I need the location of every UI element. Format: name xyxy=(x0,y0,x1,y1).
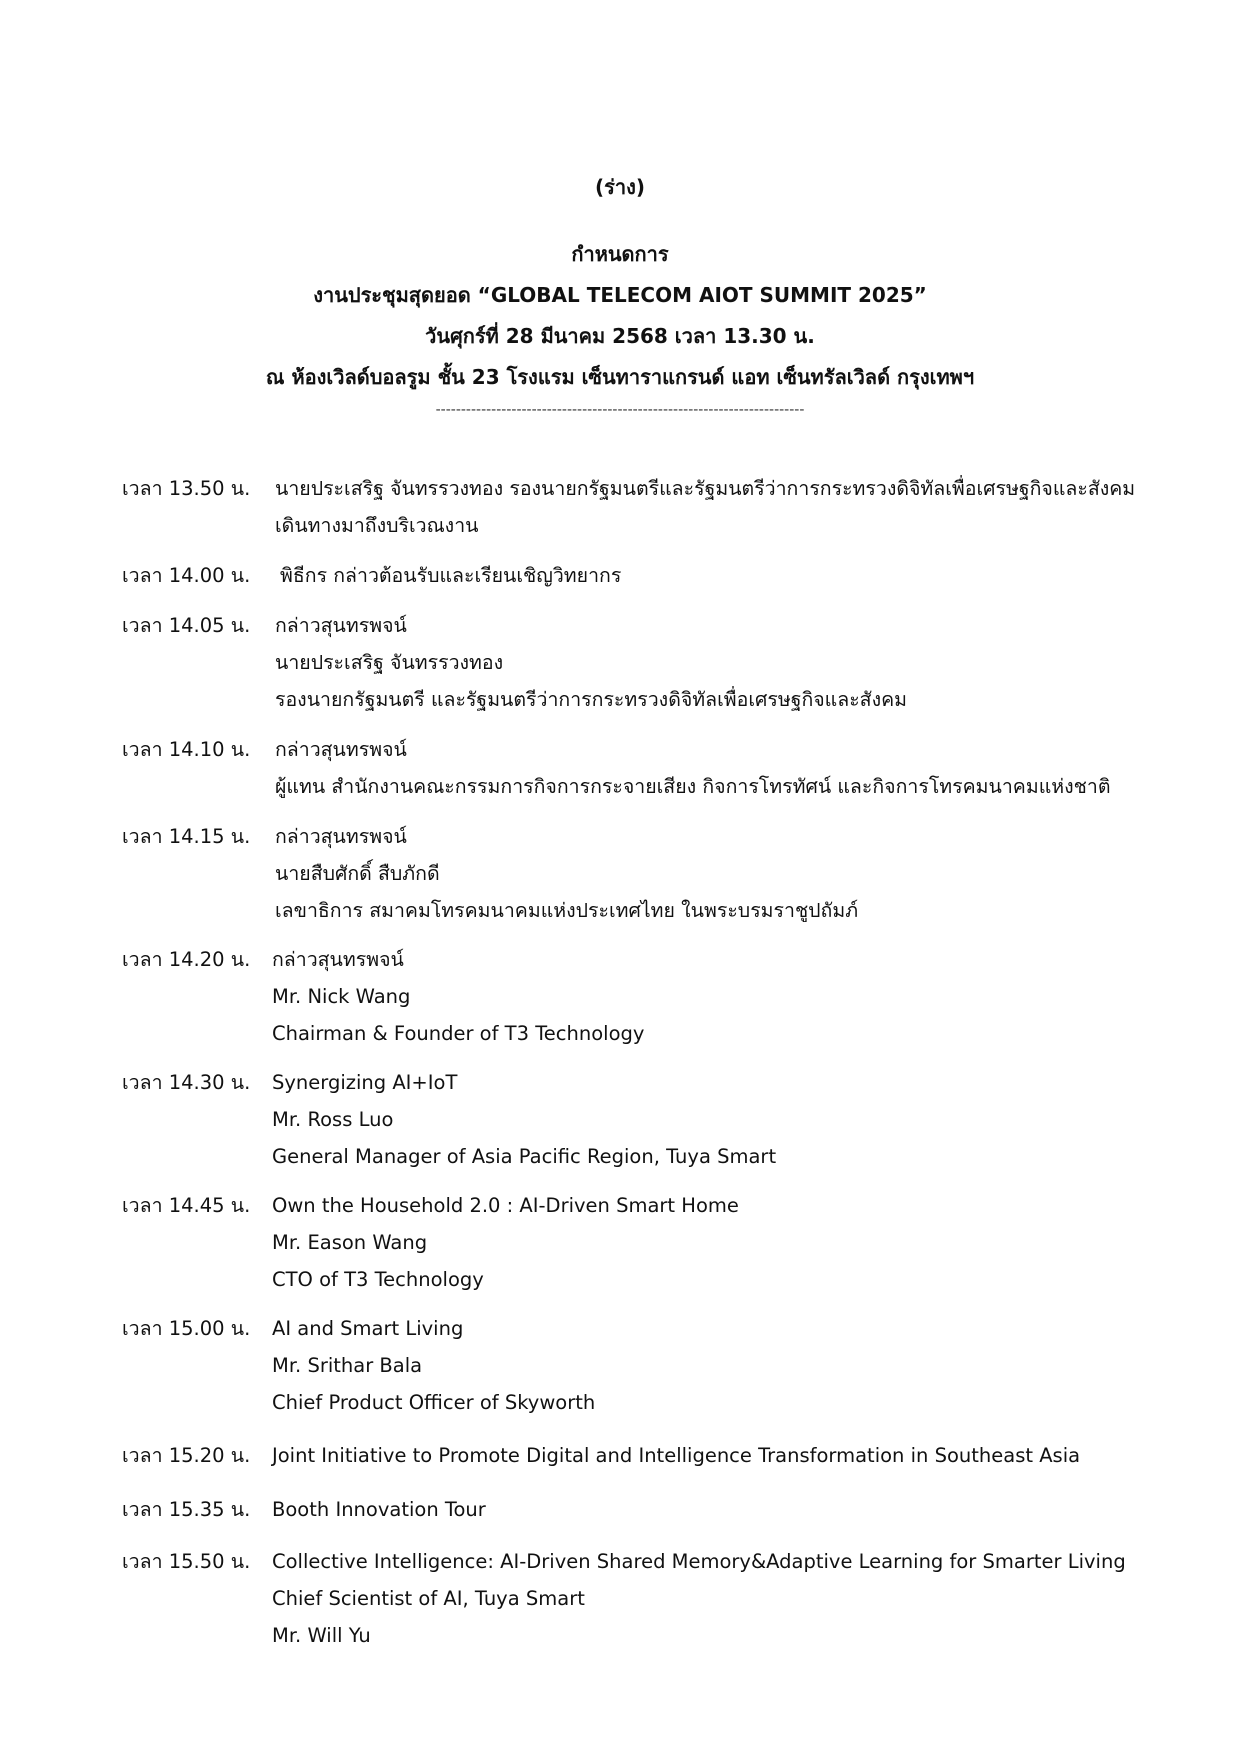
agenda-line: Mr. Srithar Bala xyxy=(272,1354,423,1377)
draft-label: (ร่าง) xyxy=(594,175,646,199)
agenda-time: เวลา 15.00 น. xyxy=(122,1317,251,1340)
agenda-line: Mr. Nick Wang xyxy=(272,985,411,1008)
agenda-line: นายประเสริฐ จันทรรวงทอง รองนายกรัฐมนตรีและรัฐมนตรีว่าการกระทรวงดิจิทัลเพื่อเศรษฐกิจและสังคม xyxy=(275,477,1136,500)
agenda-time: เวลา 14.45 น. xyxy=(122,1194,251,1217)
agenda-time: เวลา 14.20 น. xyxy=(122,948,251,971)
agenda-line: Chief Scientist of AI, Tuya Smart xyxy=(272,1587,585,1610)
agenda-item xyxy=(122,470,1136,544)
agenda-line: General Manager of Asia Pacific Region, Tuya Smart xyxy=(272,1145,777,1168)
agenda-line: เดินทางมาถึงบริเวณงาน xyxy=(275,514,479,537)
agenda-line: รองนายกรัฐมนตรี และรัฐมนตรีว่าการกระทรวงดิจิทัลเพื่อเศรษฐกิจและสังคม xyxy=(275,688,907,711)
agenda-time: เวลา 15.50 น. xyxy=(122,1550,251,1573)
agenda-line: นายสืบศักดิ์ สืบภักดี xyxy=(275,862,440,885)
agenda-item xyxy=(122,941,1132,1052)
agenda-line: Booth Innovation Tour xyxy=(272,1498,486,1521)
agenda-item xyxy=(122,1491,1132,1528)
agenda-line: พิธีกร กล่าวต้อนรับและเรียนเชิญวิทยากร xyxy=(280,564,622,587)
agenda-line: Synergizing AI+IoT xyxy=(272,1071,458,1094)
agenda-line: AI and Smart Living xyxy=(272,1317,464,1340)
agenda-line: เลขาธิการ สมาคมโทรคมนาคมแห่งประเทศไทย ในพระบรมราชูปถัมภ์ xyxy=(275,899,859,922)
separator-line: ------------------------------------------------------------------------- xyxy=(435,402,805,418)
event-date: วันศุกร์ที่ 28 มีนาคม 2568 เวลา 13.30 น. xyxy=(425,324,815,348)
agenda-time: เวลา 14.15 น. xyxy=(122,825,251,848)
agenda-item xyxy=(122,557,1132,594)
agenda-line: Collective Intelligence: AI-Driven Shared Memory&Adaptive Learning for Smarter Living xyxy=(272,1550,1126,1573)
agenda-item xyxy=(122,731,1132,805)
event-venue: ณ ห้องเวิลด์บอลรูม ชั้น 23 โรงแรม เซ็นทาราแกรนด์ แอท เซ็นทรัลเวิลด์ กรุงเทพฯ xyxy=(265,365,975,389)
agenda-line: CTO of T3 Technology xyxy=(272,1268,484,1291)
agenda-line: Mr. Will Yu xyxy=(272,1624,371,1647)
agenda-item xyxy=(122,607,1132,718)
agenda-item xyxy=(122,1310,1132,1421)
agenda-time: เวลา 14.30 น. xyxy=(122,1071,251,1094)
agenda-time: เวลา 13.50 น. xyxy=(122,477,251,500)
agenda-line: กล่าวสุนทรพจน์ xyxy=(275,738,407,761)
agenda-line: กล่าวสุนทรพจน์ xyxy=(275,614,407,637)
agenda-line: นายประเสริฐ จันทรรวงทอง xyxy=(275,651,504,674)
agenda-line: Chairman & Founder of T3 Technology xyxy=(272,1022,645,1045)
event-name: งานประชุมสุดยอด “GLOBAL TELECOM AIOT SUMMIT 2025” xyxy=(313,283,927,307)
agenda-line: กล่าวสุนทรพจน์ xyxy=(272,948,404,971)
agenda-item xyxy=(122,1064,1132,1175)
agenda-item xyxy=(122,1187,1132,1298)
agenda-item xyxy=(122,1543,1132,1654)
agenda-time: เวลา 15.20 น. xyxy=(122,1444,251,1467)
agenda-line: Own the Household 2.0 : AI-Driven Smart Home xyxy=(272,1194,739,1217)
agenda-item xyxy=(122,818,1132,929)
agenda-line: Mr. Ross Luo xyxy=(272,1108,394,1131)
agenda-time: เวลา 15.35 น. xyxy=(122,1498,251,1521)
agenda-time: เวลา 14.00 น. xyxy=(122,564,251,587)
agenda-line: Chief Product Officer of Skyworth xyxy=(272,1391,596,1414)
agenda-line: Joint Initiative to Promote Digital and Intelligence Transformation in Southeast Asia xyxy=(272,1444,1081,1467)
agenda-time: เวลา 14.10 น. xyxy=(122,738,251,761)
agenda-time: เวลา 14.05 น. xyxy=(122,614,251,637)
agenda-line: Mr. Eason Wang xyxy=(272,1231,428,1254)
schedule-title: กำหนดการ xyxy=(571,242,669,266)
agenda-item xyxy=(122,1437,1132,1474)
agenda-line: ผู้แทน สำนักงานคณะกรรมการกิจการกระจายเสียง กิจการโทรทัศน์ และกิจการโทรคมนาคมแห่งชาติ xyxy=(275,775,1111,798)
agenda-line: กล่าวสุนทรพจน์ xyxy=(275,825,407,848)
